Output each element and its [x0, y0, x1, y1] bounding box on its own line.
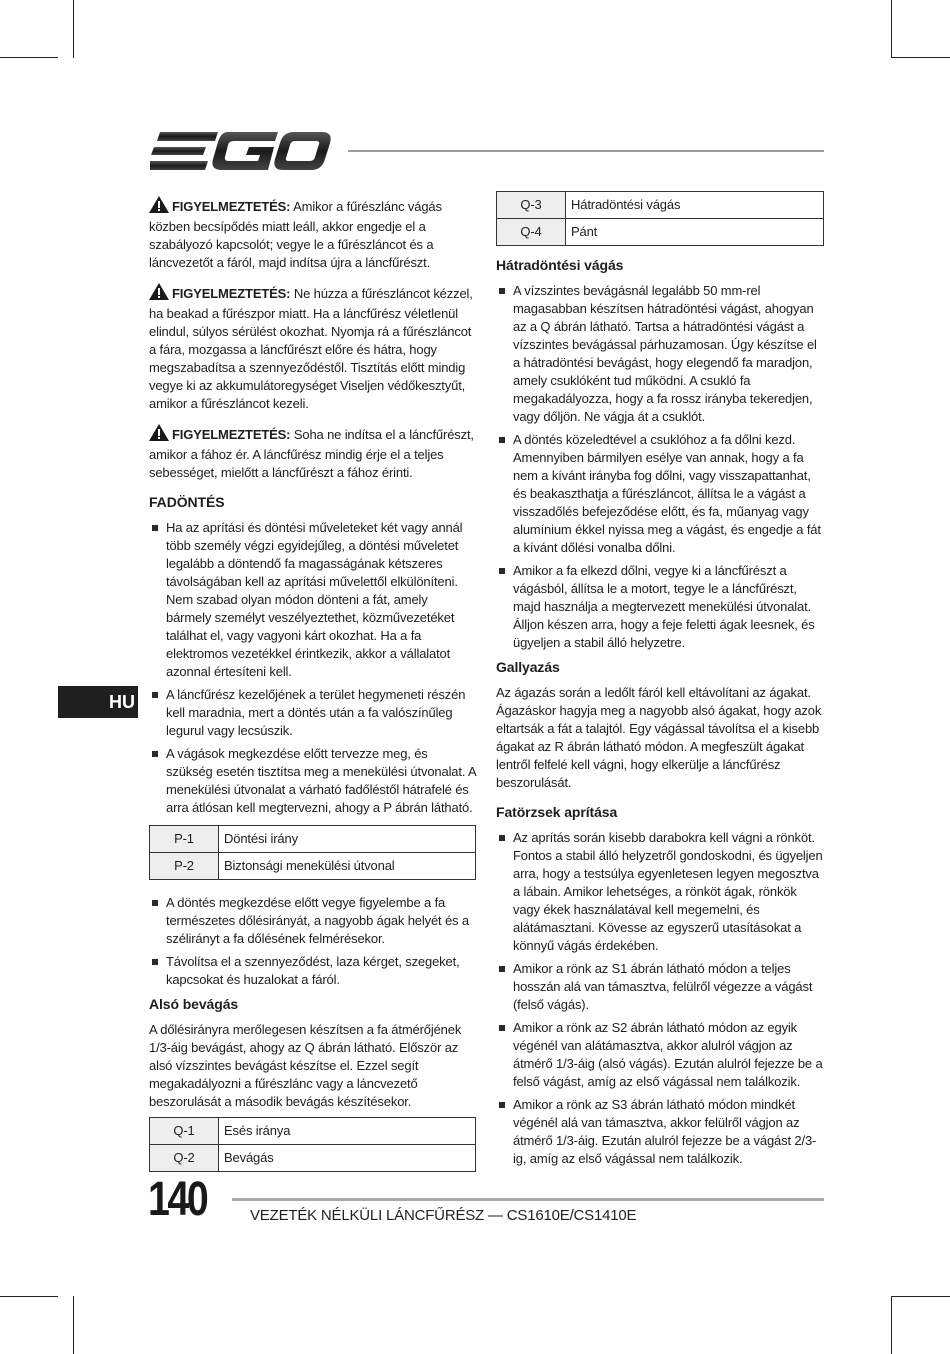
right-column [496, 190, 824, 1174]
footer-rule [232, 1198, 824, 1201]
bullet-icon [499, 1025, 505, 1031]
list-item: Az aprítás során kisebb darabokra kell vágni a rönköt. Fontos a stabil álló helyzetről gondoskodni, és ügyeljen arra, hogy a testsúlya egyenletesen legyen megosztva a lábain. Amikor lehetséges, a rönköt ágak, rönkök vagy ékek használatával kell megemelni, és alátámasztani. Kövesse az egyszerű utasításokat a könnyű vágás érdekében. [496, 829, 824, 955]
bullet-icon [152, 525, 158, 531]
legend-table [496, 191, 824, 246]
section-heading: FADÖNTÉS [149, 494, 225, 510]
bullet-icon [499, 288, 505, 294]
bullet-icon [152, 692, 158, 698]
warning-paragraph: FIGYELMEZTETÉS: Amikor a fűrészlánc vágás közben becsípődés miatt leáll, akkor engedje el a szabályozó kapcsolót; vegye le a fűrészláncot és a láncvezetőt a fáról, majd indítsa újra a láncfűrészt. [149, 196, 476, 272]
section-heading: Alsó bevágás [149, 996, 239, 1012]
crop-mark [891, 1296, 892, 1354]
ego-logo [150, 130, 332, 177]
body-paragraph: Az ágazás során a ledőlt fáról kell eltávolítani az ágakat. Ágazáskor hagyja meg a nagyobb alsó ágakat, hogy azok eltartsák a fát a talajtól. Egy vágással távolítsa el a kisebb ágakat az R ábrán látható módon. A megfeszült ágakat lentről felfelé kell vágni, hogy elkerülje a láncfűrész beszorulását. [496, 685, 822, 790]
section-heading: Hátradöntési vágás [496, 257, 624, 273]
body-paragraph: A dőlésirányra merőlegesen készítsen a fa átmérőjének 1/3-áig bevágást, ahogy az Q ábrán látható. Először az alsó vízszintes bevágást készítse el. Ezzel segít megakadályozni a fűrészlánc vagy a láncvezető beszorulását a második bevágás készítésekor. [149, 1022, 462, 1109]
bullet-icon [152, 959, 158, 965]
table-row: Q-3 Hátradöntési vágás [497, 192, 824, 219]
language-tab: HU [58, 686, 138, 718]
warning-paragraph: FIGYELMEZTETÉS: Soha ne indítsa el a láncfűrészt, amikor a fához ér. A láncfűrész mindig érje el a teljes sebességet, mielőtt a láncfűrészt a fához érinti. [149, 424, 476, 482]
bullet-list [496, 282, 824, 652]
bullet-icon [499, 437, 505, 443]
crop-mark [892, 57, 950, 58]
crop-mark [0, 57, 58, 58]
list-item: Amikor a fa elkezd dőlni, vegye ki a láncfűrészt a vágásból, állítsa le a motort, tegye le a láncfűrészt, majd használja a megtervezett menekülési útvonalat. Álljon készen arra, hogy a feje feletti ágak leesnek, és ügyeljen a stabil álló helyzetre. [496, 562, 824, 652]
header-rule [348, 150, 824, 152]
list-item: A vágások megkezdése előtt tervezze meg, és szükség esetén tisztítsa meg a menekülési útvonalat. A menekülési útvonalat a várható fadőléstől hátrafelé és arra átlósan kell megtervezni, ahogy a P ábrán látható. [149, 745, 476, 817]
crop-mark [891, 0, 892, 58]
bullet-icon [152, 751, 158, 757]
table-row: Q-2 Bevágás [150, 1145, 476, 1172]
legend-table [149, 1117, 476, 1172]
page-number: 140 [148, 1173, 207, 1226]
bullet-icon [499, 966, 505, 972]
list-item: Ha az aprítási és döntési műveleteket két vagy annál több személy végzi egyidejűleg, a döntési műveletet legalább a döntendő fa magasságának kétszeres távolságában kell az aprítási művelettől elkülöníteni. Nem szabad olyan módon dönteni a fát, amely bármely személyt veszélyeztethet, közművezetéket találhat el, vagy vagyoni kárt okozhat. Ha a fa elektromos vezetékkel érintkezik, akkor a vállalatot azonnal értesíteni kell. [149, 519, 476, 681]
warning-icon [149, 196, 169, 218]
table-row: P-1 Döntési irány [150, 826, 476, 853]
warning-icon [149, 283, 169, 305]
crop-mark [73, 1296, 74, 1354]
crop-mark [73, 0, 74, 58]
crop-mark [0, 1296, 58, 1297]
list-item: A láncfűrész kezelőjének a terület hegymeneti részén kell maradnia, mert a döntés után a fa valószínűleg legurul vagy lecsúszik. [149, 686, 476, 740]
bullet-list [496, 829, 824, 1168]
left-column [149, 196, 476, 1186]
bullet-list [149, 519, 476, 817]
legend-table [149, 825, 476, 880]
warning-icon [149, 424, 169, 446]
section-heading: Fatörzsek aprítása [496, 804, 618, 820]
section-heading: Gallyazás [496, 659, 560, 675]
list-item: Amikor a rönk az S2 ábrán látható módon az egyik végénél van alátámasztva, akkor alulról vágjon az átmérő 1/3-áig (alsó vágás). Ezután alulról fejezze be a felső vágást, amíg az első vágással nem találkozik. [496, 1019, 824, 1091]
bullet-icon [152, 900, 158, 906]
table-row: P-2 Biztonsági menekülési útvonal [150, 853, 476, 880]
list-item: A döntés megkezdése előtt vegye figyelembe a fa természetes dőlésirányát, a nagyobb ágak helyét és a szélirányt a fa dőlésének felmérésekor. [149, 894, 476, 948]
list-item: Amikor a rönk az S1 ábrán látható módon a teljes hosszán alá van támasztva, felülről végezze a vágást (felső vágás). [496, 960, 824, 1014]
footer-title: VEZETÉK NÉLKÜLI LÁNCFŰRÉSZ — CS1610E/CS1410E [250, 1207, 637, 1224]
bullet-list [149, 894, 476, 989]
bullet-icon [499, 568, 505, 574]
list-item: Távolítsa el a szennyeződést, laza kérget, szegeket, kapcsokat és huzalokat a fáról. [149, 953, 476, 989]
table-row: Q-1 Esés iránya [150, 1118, 476, 1145]
bullet-icon [499, 1102, 505, 1108]
crop-mark [892, 1296, 950, 1297]
warning-paragraph: FIGYELMEZTETÉS: Ne húzza a fűrészláncot kézzel, ha beakad a fűrészpor miatt. Ha a láncfűrész véletlenül elindul, súlyos sérülést okozhat. Nyomja rá a fűrészláncot a fára, mozgassa a láncfűrészt előre és hátra, hogy megszabadítsa a szennyeződéstől. Tisztítás előtt mindig vegye ki az akkumulátoregységet Viseljen védőkesztyűt, amikor a fűrészláncot kezeli. [149, 283, 476, 413]
list-item: A vízszintes bevágásnál legalább 50 mm-rel magasabban készítsen hátradöntési vágást, ahogyan az a Q ábrán látható. Tartsa a hátradöntési vágást a vízszintes bevágással párhuzamosan. Úgy készítse el a hátradöntési bevágást, hogy elegendő fa maradjon, amely csuklóként tud működni. A csukló fa megakadályozza, hogy a fa rossz irányba tekeredjen, vagy dőljön. Ne vágja át a csuklót. [496, 282, 824, 426]
list-item: A döntés közeledtével a csuklóhoz a fa dőlni kezd. Amennyiben bármilyen esélye van annak, hogy a fa nem a kívánt irányba fog dőlni, vagy visszapattanhat, és beakaszthatja a fűrészláncot, állítsa le a vágást a visszadőlés befejeződése előtt, és fa, műanyag vagy alumínium ékkel nyissa meg a vágást, és engedje a fát a kívánt dőlési vonalba dőlni. [496, 431, 824, 557]
bullet-icon [499, 835, 505, 841]
list-item: Amikor a rönk az S3 ábrán látható módon mindkét végénél alá van támasztva, akkor felülről vágjon az átmérő 1/3-áig. Ezután alulról fejezze be a vágást 2/3-ig, amíg az első vágással nem találkozik. [496, 1096, 824, 1168]
table-row: Q-4 Pánt [497, 219, 824, 246]
